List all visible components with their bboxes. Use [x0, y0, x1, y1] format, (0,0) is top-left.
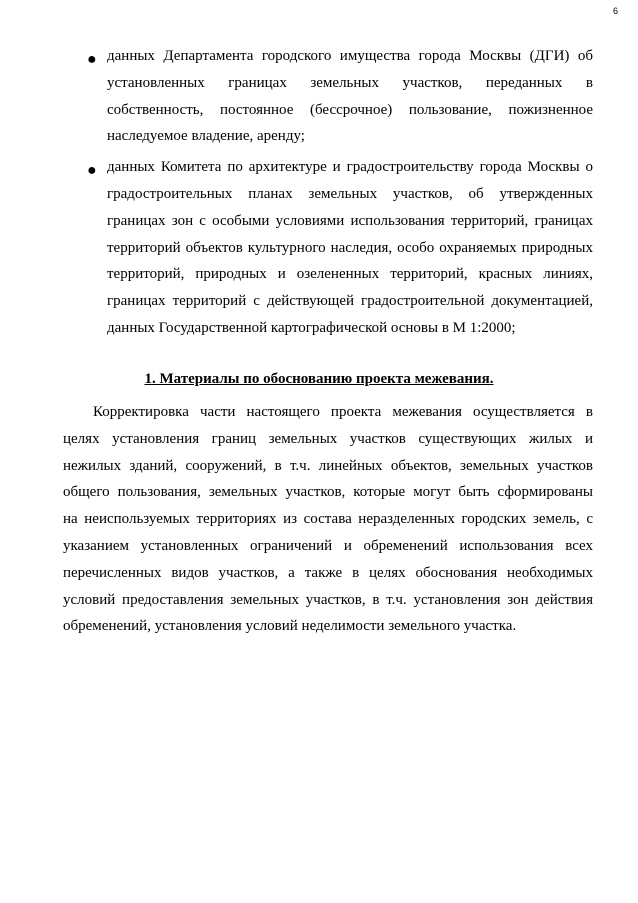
- body-paragraph: [63, 399, 593, 640]
- text-line: границах зон с особыми условиями использования территорий, границах: [107, 212, 593, 229]
- text-line: общего пользования, земельных участков, которые могут быть сформированы: [63, 484, 593, 501]
- bullet-item-committee: [0, 154, 638, 342]
- text-line: градостроительных планах земельных участков, об утвержденных: [107, 185, 593, 202]
- text-line: территорий, природных и озелененных территорий, красных линиях,: [107, 266, 593, 283]
- text-line: данных Государственной картографической основы в М 1:2000;: [107, 319, 516, 336]
- text-line: обременений, установления условий неделимости земельного участка.: [63, 618, 517, 635]
- section-title: 1. Материалы по обоснованию проекта межевания.: [144, 371, 494, 387]
- text-line: указанием установленных ограничений и обременений использования всех: [63, 537, 593, 554]
- text-line: наследуемое владение, аренду;: [107, 128, 305, 145]
- bullet-text: [107, 43, 593, 150]
- text-line: данных Комитета по архитектуре и градостроительству города Москвы о: [107, 159, 593, 176]
- bullet-marker-icon: ●: [87, 51, 97, 68]
- text-line: условий предоставления земельных участков, в т.ч. установления зон действия: [63, 591, 593, 608]
- text-line: границах территорий с действующей градостроительной документацией,: [107, 293, 593, 310]
- text-line: данных Департамента городского имущества города Москвы (ДГИ) об: [107, 48, 593, 64]
- text-line: Корректировка части настоящего проекта межевания осуществляется в: [93, 404, 593, 420]
- text-line: нежилых зданий, сооружений, в т.ч. линейных объектов, земельных участков: [63, 457, 593, 474]
- bullet-text: [107, 154, 593, 342]
- text-line: территорий объектов культурного наследия, особо охраняемых природных: [107, 239, 593, 256]
- bullet-item-dgi: [0, 43, 638, 150]
- text-line: целях установления границ земельных участков существующих жилых и: [63, 430, 593, 447]
- bullet-marker-icon: ●: [87, 162, 97, 180]
- text-line: собственность, постоянное (бессрочное) пользование, пожизненное: [107, 101, 593, 118]
- text-line: установленных границах земельных участков, переданных в: [107, 74, 593, 91]
- text-line: на неиспользуемых территориях из состава неразделенных городских земель, с: [63, 511, 593, 528]
- page-number: 6: [612, 6, 618, 16]
- bullet-list: [0, 43, 638, 346]
- text-line: перечисленных видов участков, а также в целях обоснования необходимых: [63, 564, 593, 581]
